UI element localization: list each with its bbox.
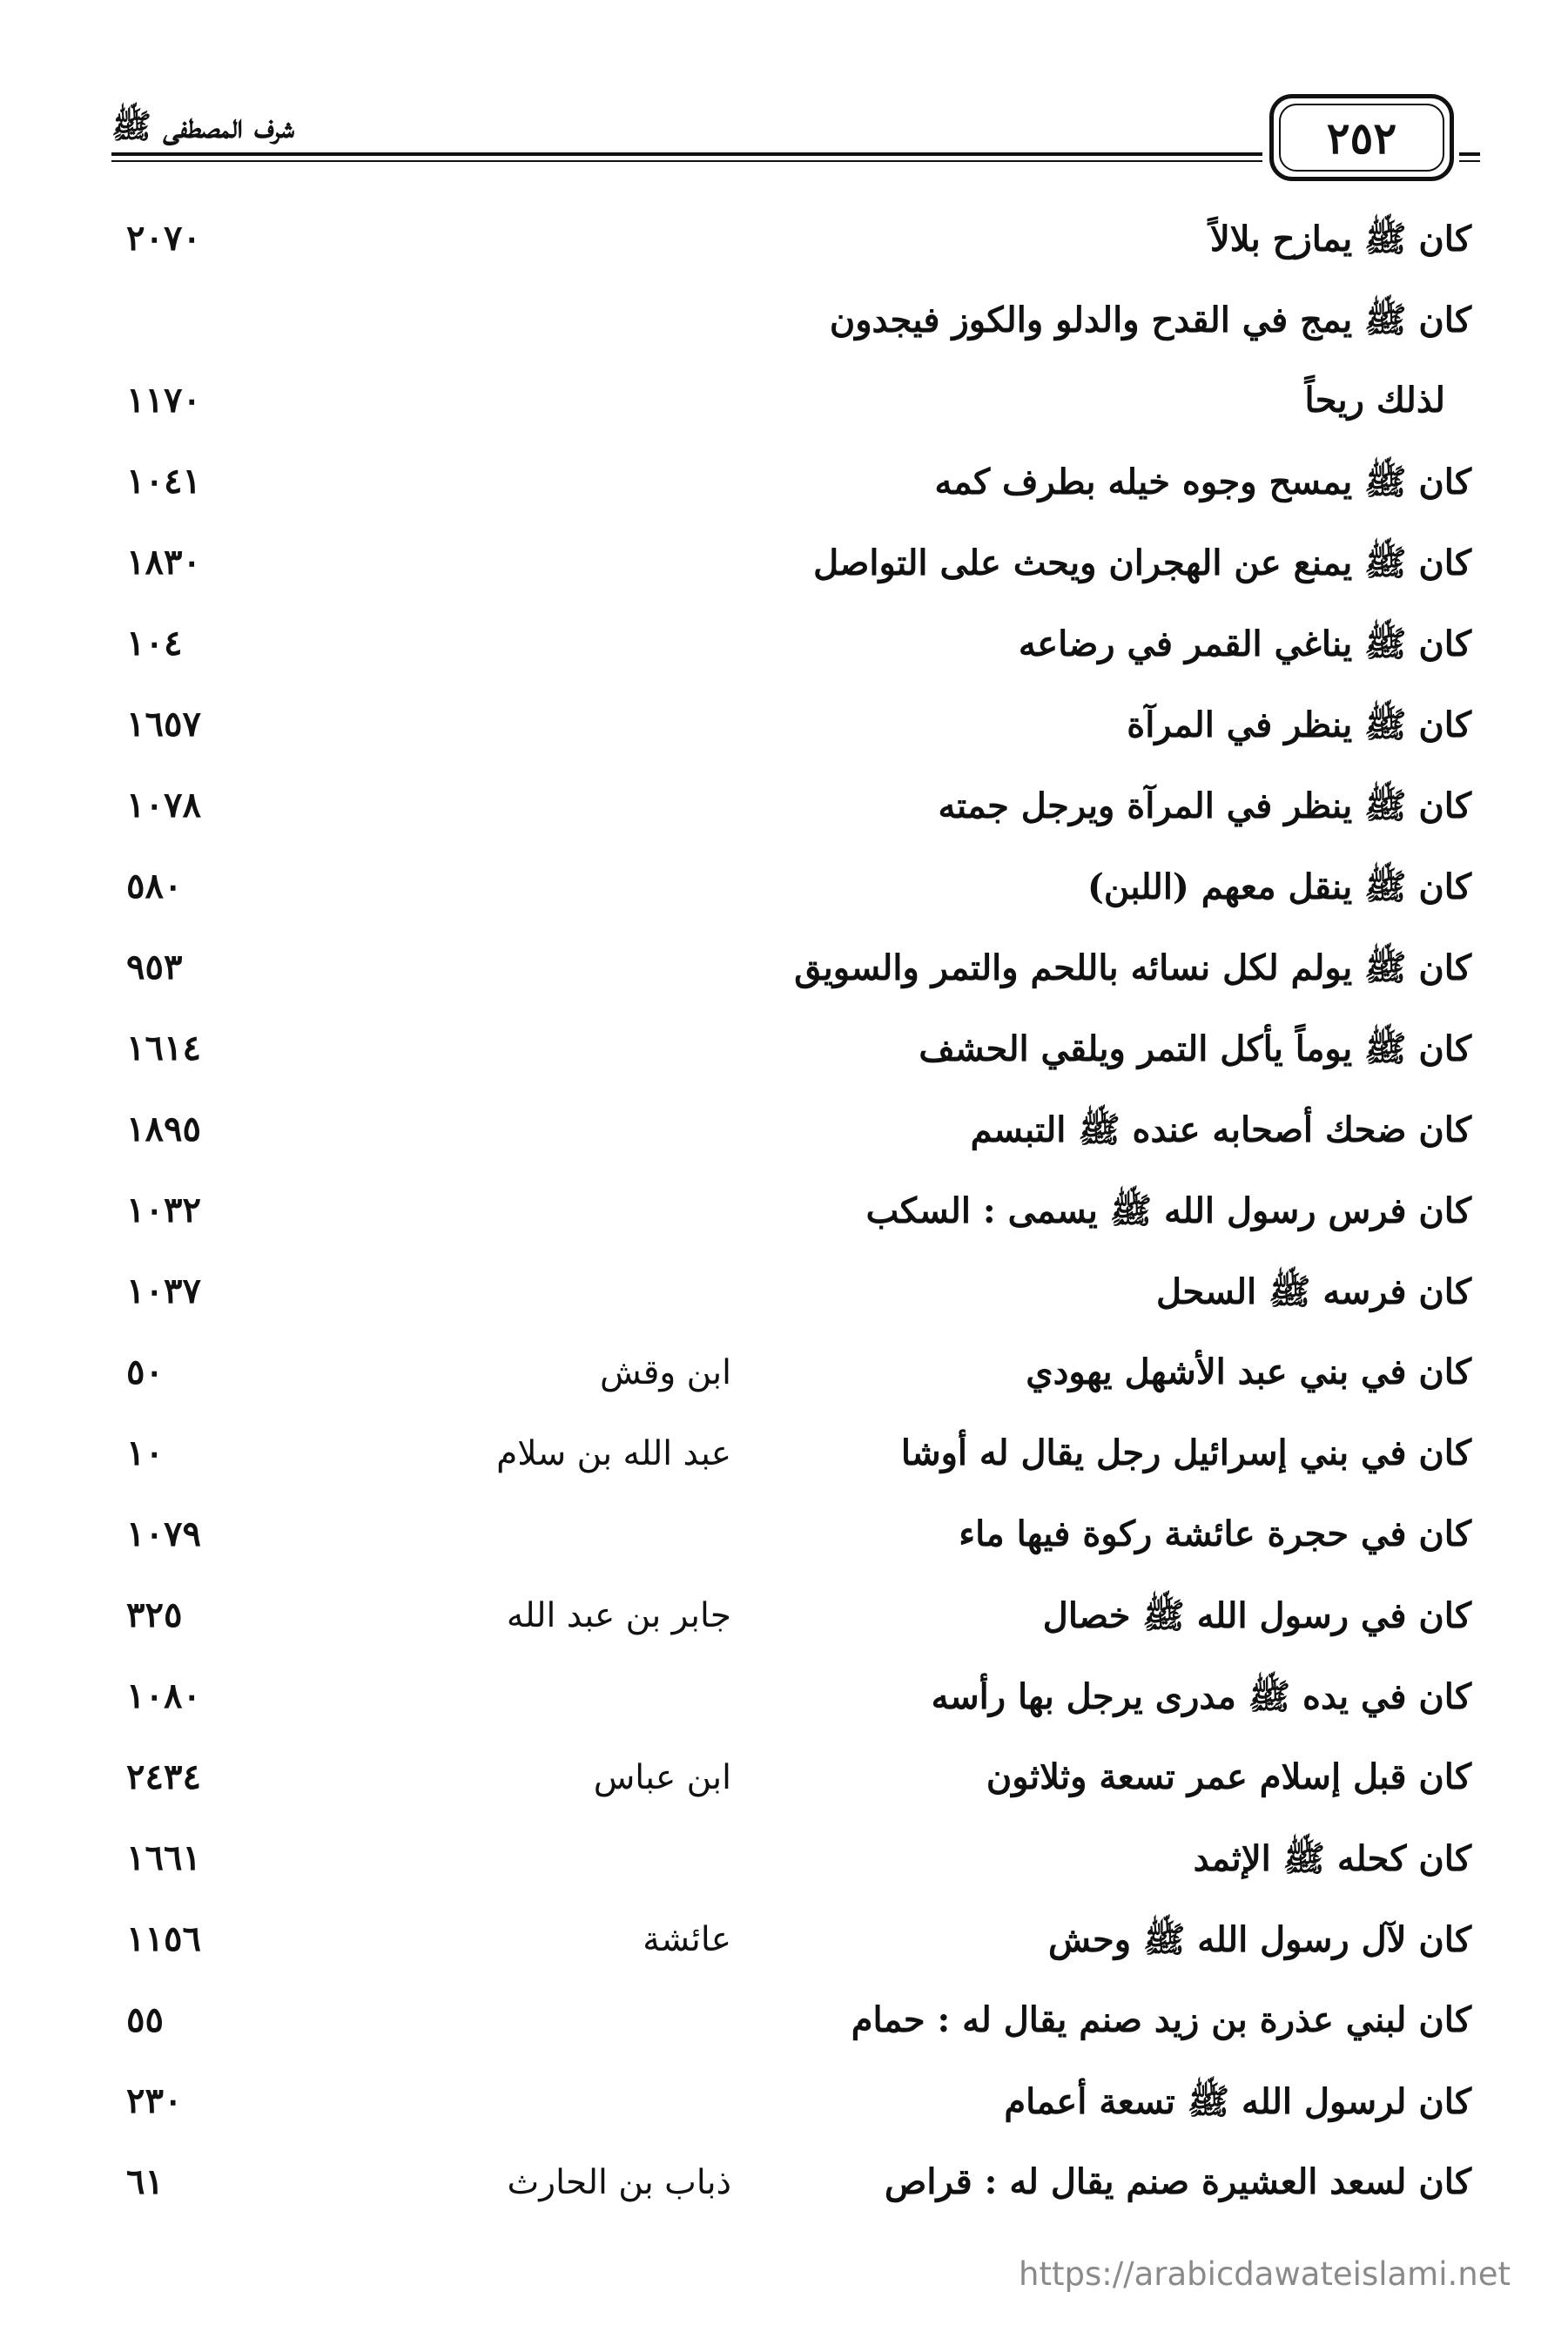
hadith-incipit: كان ﷺ يوماً يأكل التمر ويلقي الحشف (919, 1028, 1471, 1069)
index-row (0, 1513, 1568, 1594)
index-row (0, 1270, 1568, 1351)
hadith-incipit: كان في بني عبد الأشهل يهودي (1026, 1351, 1471, 1392)
hadith-number: ٢٤٣٤ (126, 1756, 201, 1797)
index-row (0, 1109, 1568, 1189)
hadith-number: ٥٠ (126, 1351, 164, 1392)
hadith-incipit: كان في بني إسرائيل رجل يقال له أوشا (900, 1432, 1471, 1473)
hadith-number: ٢٣٠ (126, 2080, 183, 2121)
index-row (0, 299, 1568, 379)
hadith-incipit: كان ضحك أصحابه عنده ﷺ التبسم (970, 1109, 1471, 1150)
index-row (0, 1351, 1568, 1432)
hadith-incipit: كان لرسول الله ﷺ تسعة أعمام (1004, 2081, 1471, 2122)
index-row (0, 218, 1568, 298)
hadith-number: ٥٥ (126, 1999, 164, 2040)
index-row (0, 2161, 1568, 2241)
book-title: شرف المصطفى ﷺ (111, 106, 294, 145)
index-row (0, 1594, 1568, 1675)
index-row (0, 947, 1568, 1027)
index-row (0, 866, 1568, 946)
hadith-number: ١٦٥٧ (126, 704, 201, 745)
index-row-continuation (0, 380, 1568, 460)
hadith-incipit: كان لبني عذرة بن زيد صنم يقال له : حمام (851, 1999, 1471, 2040)
narrator: ابن عباس (593, 1758, 731, 1797)
hadith-number: ١٠٤ (126, 623, 183, 664)
hadith-incipit: كان لآل رسول الله ﷺ وحش (1047, 1919, 1471, 1960)
hadith-number: ١٠٧٨ (126, 785, 201, 826)
index-row (0, 2080, 1568, 2160)
hadith-number: ٥٨٠ (126, 866, 183, 907)
hadith-number: ١٠٣٢ (126, 1190, 201, 1230)
hadith-number: ١٠٤١ (126, 461, 201, 502)
hadith-incipit: كان في رسول الله ﷺ خصال (1042, 1595, 1471, 1636)
hadith-number: ١٠ (126, 1432, 164, 1473)
narrator: عبد الله بن سلام (496, 1434, 731, 1473)
hadith-number: ٢٠٧٠ (126, 218, 201, 259)
hadith-incipit: كان ﷺ يمازح بلالاً (1209, 219, 1471, 259)
index-row (0, 1837, 1568, 1917)
hadith-number: ٩٥٣ (126, 947, 183, 987)
hadith-incipit: كان ﷺ يولم لكل نسائه باللحم والتمر والسويق (794, 947, 1471, 988)
index-row (0, 704, 1568, 784)
index-row (0, 1756, 1568, 1837)
hadith-number: ١٦١٤ (126, 1028, 201, 1068)
index-row (0, 1999, 1568, 2079)
hadith-incipit: كان فرس رسول الله ﷺ يسمى : السكب (865, 1190, 1471, 1231)
hadith-incipit: كان في حجرة عائشة ركوة فيها ماء (959, 1513, 1471, 1554)
hadith-number: ١١٥٦ (126, 1918, 201, 1959)
hadith-incipit: كان في يده ﷺ مدرى يرجل بها رأسه (931, 1676, 1471, 1717)
watermark-url: https://arabicdawateislami.net (1019, 2255, 1511, 2293)
narrator: ذباب بن الحارث (507, 2163, 731, 2202)
hadith-number: ١٨٣٠ (126, 542, 201, 583)
index-row (0, 461, 1568, 541)
index-row (0, 1432, 1568, 1513)
index-row (0, 1918, 1568, 1998)
index-row (0, 623, 1568, 703)
hadith-incipit: كان ﷺ يمنع عن الهجران ويحث على التواصل (813, 543, 1471, 583)
hadith-number: ١٨٩٥ (126, 1109, 201, 1149)
hadith-number: ١٠٧٩ (126, 1513, 201, 1554)
index-row (0, 1028, 1568, 1108)
index-row (0, 542, 1568, 622)
hadith-incipit: كان ﷺ ينظر في المرآة ويرجل جمته (938, 785, 1471, 826)
narrator: عائشة (643, 1920, 731, 1959)
hadith-incipit: كان لسعد العشيرة صنم يقال له : قراص (885, 2161, 1471, 2202)
hadith-incipit: كان فرسه ﷺ السحل (1156, 1271, 1471, 1312)
hadith-incipit: كان ﷺ يمج في القدح والدلو والكوز فيجدون (829, 300, 1471, 340)
hadith-number: ١١٧٠ (126, 380, 201, 421)
hadith-incipit-continuation: لذلك ريحاً (1304, 380, 1445, 421)
hadith-incipit: كان كحله ﷺ الإثمد (1193, 1838, 1471, 1879)
hadith-number: ١٦٦١ (126, 1837, 201, 1878)
hadith-number: ١٠٣٧ (126, 1270, 201, 1311)
narrator: ابن وقش (600, 1353, 731, 1392)
hadith-number: ١٠٨٠ (126, 1675, 201, 1716)
hadith-number: ٦١ (126, 2161, 164, 2202)
hadith-incipit: كان ﷺ يمسح وجوه خيله بطرف كمه (934, 462, 1471, 502)
page-number-badge: ٢٥٢ (1269, 94, 1454, 181)
hadith-incipit: كان ﷺ ينظر في المرآة (1127, 704, 1471, 745)
hadith-number: ٣٢٥ (126, 1594, 183, 1635)
index-row (0, 1675, 1568, 1756)
hadith-incipit: كان ﷺ يناغي القمر في رضاعه (1018, 623, 1471, 664)
narrator: جابر بن عبد الله (506, 1596, 731, 1635)
index-row (0, 785, 1568, 865)
hadith-incipit: كان قبل إسلام عمر تسعة وثلاثون (986, 1756, 1471, 1797)
index-row (0, 1190, 1568, 1270)
hadith-incipit: كان ﷺ ينقل معهم (اللبن) (1087, 866, 1471, 907)
